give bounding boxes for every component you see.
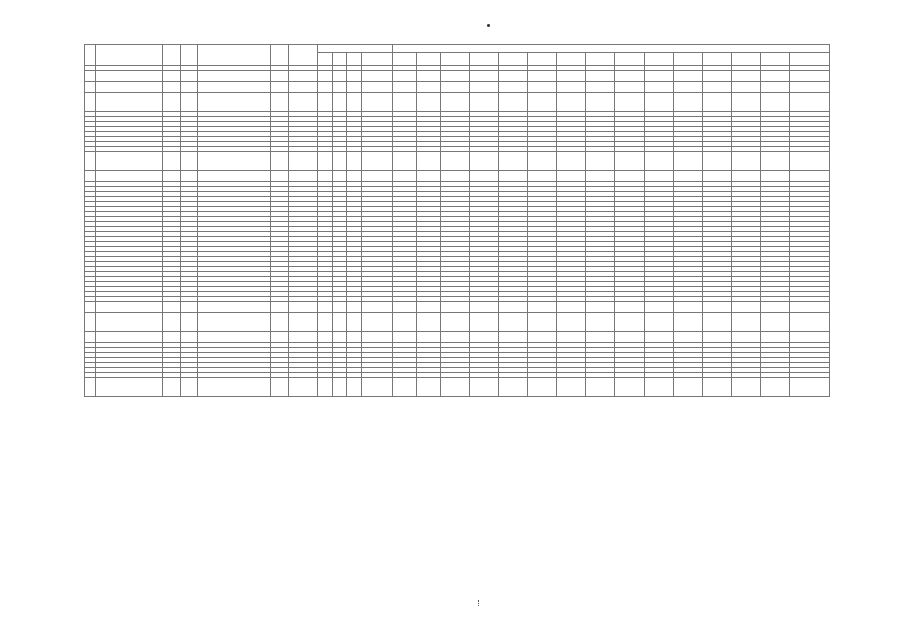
table-cell [761, 332, 790, 343]
table-cell [317, 313, 332, 332]
table-cell [288, 332, 317, 343]
table-cell [469, 82, 498, 93]
table-cell [673, 332, 702, 343]
table-cell [498, 71, 527, 82]
table-cell [392, 93, 416, 112]
table-cell [702, 152, 731, 171]
table-cell [392, 332, 416, 343]
table-cell [557, 313, 586, 332]
table-cell [469, 313, 498, 332]
table-cell [332, 378, 347, 397]
column-header [317, 45, 392, 53]
table-cell [440, 93, 469, 112]
table-cell [644, 171, 673, 182]
table-cell [180, 313, 198, 332]
table-cell [528, 171, 557, 182]
column-subheader [469, 53, 498, 66]
column-subheader [528, 53, 557, 66]
table-cell [416, 302, 440, 313]
table-cell [361, 302, 392, 313]
table-cell [498, 82, 527, 93]
table-cell [615, 378, 644, 397]
table-cell [498, 332, 527, 343]
column-subheader [702, 53, 731, 66]
table-cell [96, 82, 163, 93]
table-cell [392, 313, 416, 332]
table-cell [163, 313, 181, 332]
table-cell [317, 71, 332, 82]
table-cell [615, 152, 644, 171]
table-cell [586, 71, 615, 82]
table-row [85, 152, 830, 171]
table-cell [440, 71, 469, 82]
column-header [271, 45, 289, 66]
table-cell [731, 71, 760, 82]
table-cell [528, 93, 557, 112]
table-row [85, 82, 830, 93]
table-cell [163, 171, 181, 182]
table-cell [790, 313, 830, 332]
table-cell [673, 378, 702, 397]
table-cell [271, 93, 289, 112]
table-cell [498, 171, 527, 182]
table-cell [416, 332, 440, 343]
column-subheader [317, 53, 332, 66]
table-cell [469, 302, 498, 313]
table-cell [416, 82, 440, 93]
budget-table [84, 44, 830, 397]
table-cell [586, 152, 615, 171]
table-cell [673, 93, 702, 112]
table-cell [761, 93, 790, 112]
table-row [85, 171, 830, 182]
table-cell [361, 171, 392, 182]
table-cell [198, 171, 271, 182]
table-cell [615, 332, 644, 343]
table-cell [790, 171, 830, 182]
table-cell [392, 171, 416, 182]
table-cell [761, 71, 790, 82]
table-cell [731, 171, 760, 182]
table-cell [317, 171, 332, 182]
table-cell [416, 313, 440, 332]
column-header [85, 45, 96, 66]
column-subheader [440, 53, 469, 66]
table-cell [85, 378, 96, 397]
table-cell [198, 82, 271, 93]
column-subheader [615, 53, 644, 66]
table-cell [557, 93, 586, 112]
table-cell [440, 82, 469, 93]
table-cell [361, 152, 392, 171]
table-cell [586, 93, 615, 112]
table-cell [702, 313, 731, 332]
column-header [392, 45, 829, 53]
table-cell [702, 332, 731, 343]
table-cell [180, 171, 198, 182]
table-cell [528, 82, 557, 93]
table-cell [644, 93, 673, 112]
table-cell [615, 82, 644, 93]
table-cell [615, 171, 644, 182]
table-cell [644, 302, 673, 313]
table-cell [761, 378, 790, 397]
table-row [85, 93, 830, 112]
column-subheader [392, 53, 416, 66]
column-subheader [332, 53, 347, 66]
table-cell [332, 302, 347, 313]
table-cell [416, 171, 440, 182]
table-cell [392, 82, 416, 93]
table-cell [586, 313, 615, 332]
table-cell [347, 152, 362, 171]
table-cell [288, 152, 317, 171]
table-cell [731, 82, 760, 93]
table-cell [615, 302, 644, 313]
table-cell [644, 378, 673, 397]
budget-table-container [84, 44, 830, 397]
table-cell [85, 93, 96, 112]
table-cell [361, 378, 392, 397]
table-cell [180, 82, 198, 93]
table-cell [85, 302, 96, 313]
table-cell [332, 313, 347, 332]
table-cell [469, 71, 498, 82]
column-header [198, 45, 271, 66]
table-row [85, 378, 830, 397]
table-cell [163, 82, 181, 93]
table-cell [644, 82, 673, 93]
table-cell [163, 332, 181, 343]
table-row [85, 71, 830, 82]
column-subheader [557, 53, 586, 66]
table-cell [416, 152, 440, 171]
table-cell [392, 302, 416, 313]
table-cell [498, 313, 527, 332]
table-cell [416, 71, 440, 82]
table-cell [198, 302, 271, 313]
table-cell [557, 71, 586, 82]
table-cell [615, 71, 644, 82]
table-cell [731, 332, 760, 343]
page-mark [487, 24, 490, 27]
column-subheader [673, 53, 702, 66]
table-cell [528, 152, 557, 171]
page-mark [478, 600, 481, 606]
table-cell [790, 302, 830, 313]
table-cell [731, 93, 760, 112]
table-cell [288, 313, 317, 332]
column-subheader [644, 53, 673, 66]
table-cell [288, 82, 317, 93]
table-cell [163, 71, 181, 82]
table-cell [288, 71, 317, 82]
table-cell [586, 332, 615, 343]
table-cell [790, 93, 830, 112]
table-cell [469, 378, 498, 397]
table-cell [528, 332, 557, 343]
table-cell [440, 378, 469, 397]
table-cell [96, 171, 163, 182]
table-cell [702, 93, 731, 112]
column-subheader [498, 53, 527, 66]
table-cell [761, 171, 790, 182]
table-cell [180, 93, 198, 112]
table-cell [317, 82, 332, 93]
table-cell [288, 378, 317, 397]
table-cell [469, 152, 498, 171]
table-cell [731, 313, 760, 332]
table-cell [673, 82, 702, 93]
column-subheader [761, 53, 790, 66]
table-cell [271, 378, 289, 397]
table-cell [528, 378, 557, 397]
table-cell [180, 302, 198, 313]
table-cell [163, 152, 181, 171]
table-cell [498, 378, 527, 397]
table-cell [440, 313, 469, 332]
table-row [85, 332, 830, 343]
table-cell [361, 82, 392, 93]
table-cell [85, 71, 96, 82]
column-subheader [347, 53, 362, 66]
table-cell [761, 302, 790, 313]
table-cell [761, 82, 790, 93]
table-cell [271, 71, 289, 82]
table-cell [528, 302, 557, 313]
table-cell [347, 82, 362, 93]
table-cell [85, 313, 96, 332]
table-cell [615, 93, 644, 112]
table-cell [361, 71, 392, 82]
table-cell [347, 71, 362, 82]
table-cell [586, 82, 615, 93]
column-header [163, 45, 181, 66]
table-cell [180, 71, 198, 82]
table-cell [332, 93, 347, 112]
table-cell [271, 152, 289, 171]
table-cell [347, 93, 362, 112]
table-cell [332, 71, 347, 82]
table-cell [498, 302, 527, 313]
table-cell [498, 93, 527, 112]
table-cell [673, 152, 702, 171]
table-cell [347, 313, 362, 332]
table-cell [392, 378, 416, 397]
table-cell [702, 171, 731, 182]
table-cell [673, 313, 702, 332]
table-cell [317, 302, 332, 313]
table-cell [288, 302, 317, 313]
table-cell [332, 332, 347, 343]
table-cell [469, 171, 498, 182]
table-cell [85, 171, 96, 182]
table-cell [392, 152, 416, 171]
table-cell [163, 93, 181, 112]
table-cell [673, 171, 702, 182]
table-cell [586, 378, 615, 397]
table-cell [198, 332, 271, 343]
table-cell [528, 71, 557, 82]
table-cell [180, 332, 198, 343]
table-cell [702, 71, 731, 82]
table-cell [440, 302, 469, 313]
table-row [85, 302, 830, 313]
table-cell [271, 332, 289, 343]
table-cell [557, 171, 586, 182]
table-cell [761, 152, 790, 171]
column-subheader [586, 53, 615, 66]
table-cell [288, 171, 317, 182]
table-cell [469, 332, 498, 343]
column-subheader [361, 53, 392, 66]
table-cell [361, 313, 392, 332]
table-cell [271, 171, 289, 182]
column-header [288, 45, 317, 66]
table-cell [731, 302, 760, 313]
table-header-row [85, 45, 830, 53]
table-cell [586, 171, 615, 182]
table-cell [163, 378, 181, 397]
table-cell [96, 152, 163, 171]
table-cell [198, 313, 271, 332]
table-cell [271, 82, 289, 93]
table-cell [731, 378, 760, 397]
table-cell [731, 152, 760, 171]
table-cell [644, 152, 673, 171]
table-cell [416, 93, 440, 112]
table-cell [332, 152, 347, 171]
table-cell [615, 313, 644, 332]
table-cell [96, 302, 163, 313]
table-cell [347, 378, 362, 397]
table-cell [198, 71, 271, 82]
column-subheader [790, 53, 830, 66]
table-cell [528, 313, 557, 332]
table-cell [644, 332, 673, 343]
table-cell [557, 82, 586, 93]
table-cell [332, 82, 347, 93]
table-cell [790, 332, 830, 343]
table-cell [317, 378, 332, 397]
table-cell [557, 332, 586, 343]
table-cell [702, 378, 731, 397]
table-cell [440, 152, 469, 171]
table-cell [440, 332, 469, 343]
table-cell [557, 302, 586, 313]
column-header [96, 45, 163, 66]
table-cell [85, 332, 96, 343]
table-cell [361, 93, 392, 112]
table-cell [271, 313, 289, 332]
table-cell [198, 152, 271, 171]
table-cell [644, 71, 673, 82]
table-cell [271, 302, 289, 313]
table-cell [198, 378, 271, 397]
table-cell [416, 378, 440, 397]
table-cell [644, 313, 673, 332]
table-cell [702, 302, 731, 313]
table-cell [347, 332, 362, 343]
table-cell [673, 71, 702, 82]
table-cell [347, 171, 362, 182]
table-cell [790, 82, 830, 93]
table-cell [361, 332, 392, 343]
column-subheader [731, 53, 760, 66]
table-body [85, 71, 830, 397]
column-header [180, 45, 198, 66]
table-cell [96, 71, 163, 82]
table-cell [469, 93, 498, 112]
table-cell [96, 378, 163, 397]
table-cell [790, 71, 830, 82]
table-cell [498, 152, 527, 171]
table-cell [96, 313, 163, 332]
table-cell [96, 93, 163, 112]
table-cell [702, 82, 731, 93]
table-cell [180, 378, 198, 397]
table-cell [317, 152, 332, 171]
table-cell [790, 152, 830, 171]
table-cell [557, 378, 586, 397]
table-cell [163, 302, 181, 313]
table-cell [96, 332, 163, 343]
table-cell [85, 152, 96, 171]
table-cell [317, 332, 332, 343]
table-cell [761, 313, 790, 332]
table-row [85, 313, 830, 332]
table-cell [180, 152, 198, 171]
table-cell [317, 93, 332, 112]
table-cell [288, 93, 317, 112]
table-cell [347, 302, 362, 313]
table-cell [440, 171, 469, 182]
table-cell [198, 93, 271, 112]
table-cell [557, 152, 586, 171]
table-cell [586, 302, 615, 313]
table-cell [673, 302, 702, 313]
table-cell [85, 82, 96, 93]
table-cell [392, 71, 416, 82]
column-subheader [416, 53, 440, 66]
table-cell [790, 378, 830, 397]
table-cell [332, 171, 347, 182]
